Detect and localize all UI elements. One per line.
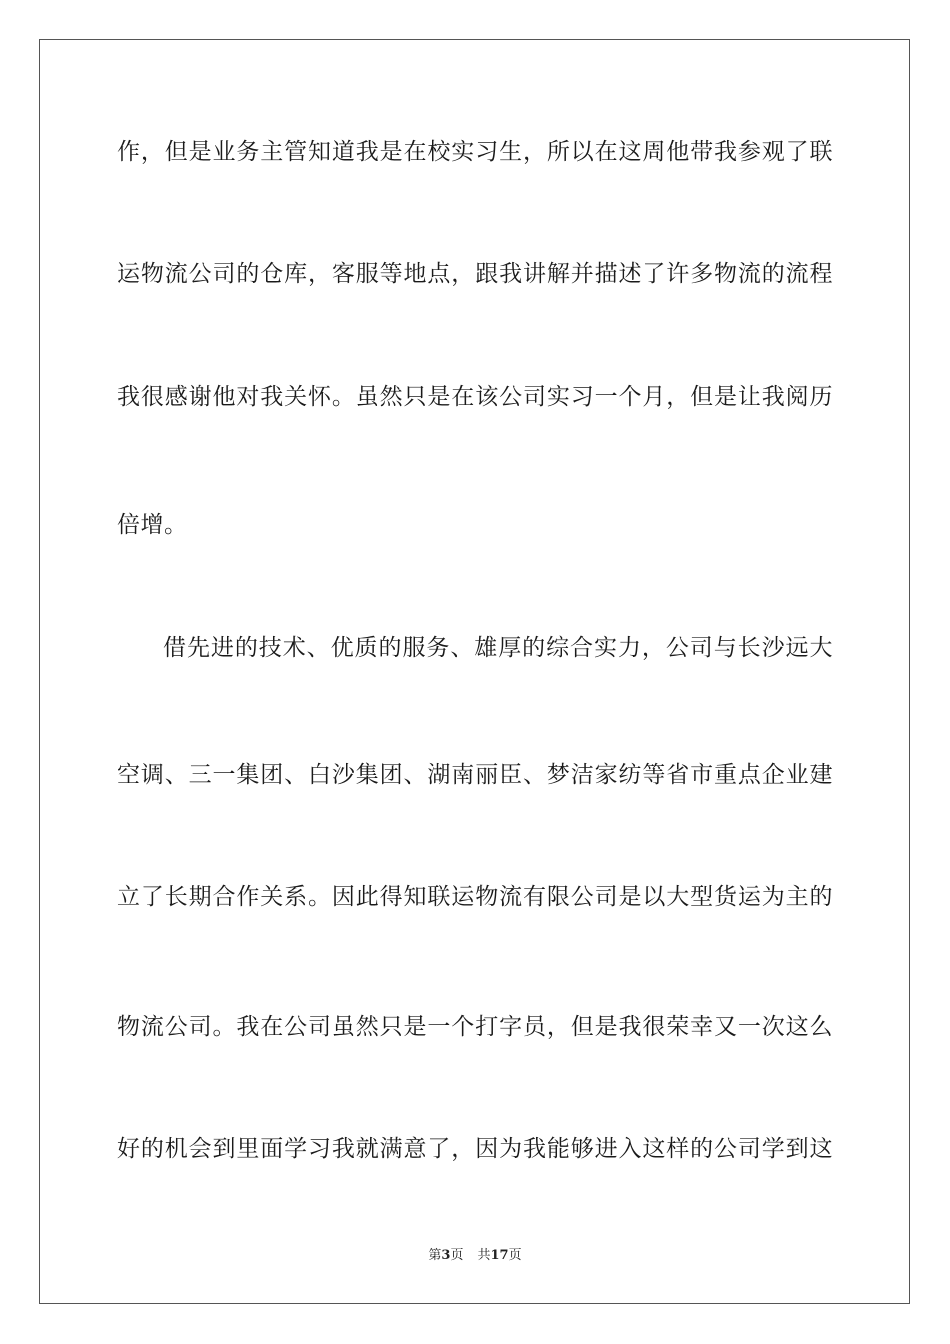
body-text-line-4: 倍增。: [117, 512, 188, 538]
body-text-line-1: 作，但是业务主管知道我是在校实习生，所以在这周他带我参观了联: [117, 139, 833, 165]
page-footer: [0, 1247, 950, 1265]
body-text-line-3: 我很感谢他对我关怀。虽然只是在该公司实习一个月，但是让我阅历: [117, 384, 833, 410]
footer-total-prefix: 共: [477, 1248, 491, 1263]
body-text-line-6: 空调、三一集团、白沙集团、湖南丽臣、梦洁家纺等省市重点企业建: [117, 762, 833, 788]
body-text-line-7: 立了长期合作关系。因此得知联运物流有限公司是以大型货运为主的: [117, 884, 833, 910]
footer-page-prefix: 第: [428, 1248, 442, 1263]
page-border: [39, 39, 910, 1304]
body-text-line-9: 好的机会到里面学习我就满意了，因为我能够进入这样的公司学到这: [117, 1136, 833, 1162]
footer-total-pages: 17: [490, 1248, 509, 1263]
body-text-line-5: 借先进的技术、优质的服务、雄厚的综合实力，公司与长沙远大: [163, 635, 833, 661]
footer-total-suffix: 页: [508, 1248, 522, 1263]
body-text-line-8: 物流公司。我在公司虽然只是一个打字员，但是我很荣幸又一次这么: [117, 1014, 833, 1040]
footer-page-suffix: 页: [450, 1248, 464, 1263]
body-text-line-2: 运物流公司的仓库，客服等地点，跟我讲解并描述了许多物流的流程: [117, 261, 833, 287]
footer-page-number: 3: [441, 1248, 451, 1263]
